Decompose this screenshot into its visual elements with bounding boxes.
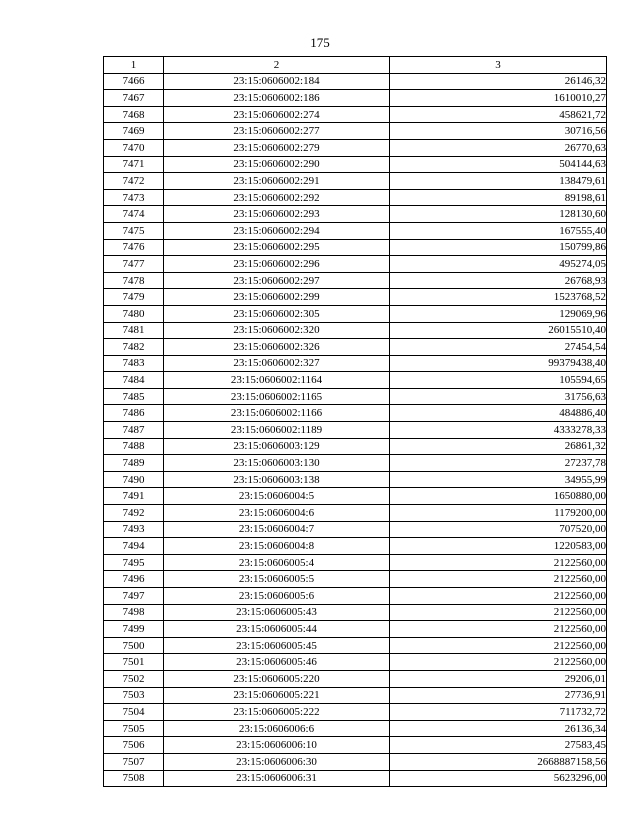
- table-row: [104, 239, 607, 256]
- table-header: [104, 57, 607, 74]
- row-number-cell: 7487: [104, 422, 164, 439]
- table-row: [104, 455, 607, 472]
- value-cell: 2122560,00: [390, 621, 607, 638]
- value-cell: 1179200,00: [390, 505, 607, 522]
- value-cell: 495274,05: [390, 256, 607, 273]
- row-number-cell: 7481: [104, 322, 164, 339]
- table-row: [104, 272, 607, 289]
- cadastral-number-cell: 23:15:0606002:299: [164, 289, 390, 306]
- value-cell: 26768,93: [390, 272, 607, 289]
- row-number-cell: 7475: [104, 222, 164, 239]
- cadastral-number-cell: 23:15:0606004:7: [164, 521, 390, 538]
- value-cell: 2122560,00: [390, 604, 607, 621]
- value-cell: 1523768,52: [390, 289, 607, 306]
- row-number-cell: 7496: [104, 571, 164, 588]
- value-cell: 105594,65: [390, 372, 607, 389]
- value-cell: 26136,34: [390, 720, 607, 737]
- cadastral-number-cell: 23:15:0606002:1189: [164, 422, 390, 439]
- data-table: [103, 56, 607, 787]
- cadastral-number-cell: 23:15:0606005:221: [164, 687, 390, 704]
- value-cell: 707520,00: [390, 521, 607, 538]
- row-number-cell: 7471: [104, 156, 164, 173]
- cadastral-number-cell: 23:15:0606002:291: [164, 173, 390, 190]
- cadastral-number-cell: 23:15:0606006:6: [164, 720, 390, 737]
- cadastral-number-cell: 23:15:0606005:46: [164, 654, 390, 671]
- table-row: [104, 687, 607, 704]
- cadastral-number-cell: 23:15:0606002:279: [164, 139, 390, 156]
- table-row: [104, 770, 607, 787]
- row-number-cell: 7477: [104, 256, 164, 273]
- value-cell: 26146,32: [390, 73, 607, 90]
- table-row: [104, 222, 607, 239]
- table-row: [104, 189, 607, 206]
- value-cell: 167555,40: [390, 222, 607, 239]
- table-row: [104, 139, 607, 156]
- cadastral-number-cell: 23:15:0606005:6: [164, 588, 390, 605]
- row-number-cell: 7495: [104, 554, 164, 571]
- value-cell: 128130,60: [390, 206, 607, 223]
- row-number-cell: 7500: [104, 637, 164, 654]
- value-cell: 1220583,00: [390, 538, 607, 555]
- row-number-cell: 7476: [104, 239, 164, 256]
- cadastral-number-cell: 23:15:0606002:186: [164, 90, 390, 107]
- cadastral-number-cell: 23:15:0606002:326: [164, 339, 390, 356]
- value-cell: 26770,63: [390, 139, 607, 156]
- row-number-cell: 7485: [104, 388, 164, 405]
- table-row: [104, 123, 607, 140]
- cadastral-number-cell: 23:15:0606002:293: [164, 206, 390, 223]
- table-row: [104, 538, 607, 555]
- row-number-cell: 7478: [104, 272, 164, 289]
- value-cell: 29206,01: [390, 670, 607, 687]
- cadastral-number-cell: 23:15:0606005:5: [164, 571, 390, 588]
- table-row: [104, 256, 607, 273]
- row-number-cell: 7508: [104, 770, 164, 787]
- row-number-cell: 7470: [104, 139, 164, 156]
- table-row: [104, 388, 607, 405]
- value-cell: 2668887158,56: [390, 753, 607, 770]
- table-row: [104, 289, 607, 306]
- cadastral-number-cell: 23:15:0606006:31: [164, 770, 390, 787]
- table-row: [104, 521, 607, 538]
- cadastral-number-cell: 23:15:0606002:1164: [164, 372, 390, 389]
- value-cell: 89198,61: [390, 189, 607, 206]
- table-row: [104, 405, 607, 422]
- row-number-cell: 7502: [104, 670, 164, 687]
- value-cell: 2122560,00: [390, 554, 607, 571]
- cadastral-number-cell: 23:15:0606002:1166: [164, 405, 390, 422]
- table-row: [104, 488, 607, 505]
- value-cell: 458621,72: [390, 106, 607, 123]
- value-cell: 711732,72: [390, 704, 607, 721]
- table-row: [104, 106, 607, 123]
- table-row: [104, 637, 607, 654]
- table-row: [104, 704, 607, 721]
- value-cell: 504144,63: [390, 156, 607, 173]
- table-row: [104, 720, 607, 737]
- row-number-cell: 7468: [104, 106, 164, 123]
- cadastral-number-cell: 23:15:0606005:220: [164, 670, 390, 687]
- table-row: [104, 604, 607, 621]
- cadastral-number-cell: 23:15:0606002:296: [164, 256, 390, 273]
- table-row: [104, 654, 607, 671]
- value-cell: 27237,78: [390, 455, 607, 472]
- cadastral-number-cell: 23:15:0606002:295: [164, 239, 390, 256]
- cadastral-number-cell: 23:15:0606003:138: [164, 471, 390, 488]
- value-cell: 31756,63: [390, 388, 607, 405]
- cadastral-number-cell: 23:15:0606004:6: [164, 505, 390, 522]
- cadastral-number-cell: 23:15:0606002:305: [164, 305, 390, 322]
- row-number-cell: 7491: [104, 488, 164, 505]
- value-cell: 4333278,33: [390, 422, 607, 439]
- cadastral-number-cell: 23:15:0606002:290: [164, 156, 390, 173]
- row-number-cell: 7483: [104, 355, 164, 372]
- cadastral-number-cell: 23:15:0606002:292: [164, 189, 390, 206]
- value-cell: 2122560,00: [390, 571, 607, 588]
- header-col-3: 3: [390, 57, 607, 74]
- table-row: [104, 554, 607, 571]
- value-cell: 484886,40: [390, 405, 607, 422]
- cadastral-number-cell: 23:15:0606002:320: [164, 322, 390, 339]
- cadastral-number-cell: 23:15:0606004:8: [164, 538, 390, 555]
- value-cell: 27583,45: [390, 737, 607, 754]
- row-number-cell: 7473: [104, 189, 164, 206]
- table-row: [104, 173, 607, 190]
- value-cell: 2122560,00: [390, 637, 607, 654]
- row-number-cell: 7499: [104, 621, 164, 638]
- table-row: [104, 588, 607, 605]
- row-number-cell: 7507: [104, 753, 164, 770]
- row-number-cell: 7494: [104, 538, 164, 555]
- value-cell: 5623296,00: [390, 770, 607, 787]
- cadastral-number-cell: 23:15:0606006:10: [164, 737, 390, 754]
- table-row: [104, 737, 607, 754]
- row-number-cell: 7474: [104, 206, 164, 223]
- row-number-cell: 7472: [104, 173, 164, 190]
- cadastral-number-cell: 23:15:0606002:327: [164, 355, 390, 372]
- row-number-cell: 7466: [104, 73, 164, 90]
- table-row: [104, 355, 607, 372]
- row-number-cell: 7479: [104, 289, 164, 306]
- row-number-cell: 7503: [104, 687, 164, 704]
- header-row: [104, 57, 607, 74]
- cadastral-number-cell: 23:15:0606005:4: [164, 554, 390, 571]
- table-row: [104, 670, 607, 687]
- row-number-cell: 7505: [104, 720, 164, 737]
- row-number-cell: 7489: [104, 455, 164, 472]
- row-number-cell: 7506: [104, 737, 164, 754]
- header-col-1: 1: [104, 57, 164, 74]
- table-row: [104, 156, 607, 173]
- row-number-cell: 7493: [104, 521, 164, 538]
- cadastral-number-cell: 23:15:0606002:274: [164, 106, 390, 123]
- row-number-cell: 7492: [104, 505, 164, 522]
- table-row: [104, 372, 607, 389]
- row-number-cell: 7497: [104, 588, 164, 605]
- row-number-cell: 7490: [104, 471, 164, 488]
- cadastral-number-cell: 23:15:0606006:30: [164, 753, 390, 770]
- table-row: [104, 438, 607, 455]
- cadastral-number-cell: 23:15:0606002:184: [164, 73, 390, 90]
- row-number-cell: 7488: [104, 438, 164, 455]
- value-cell: 1650880,00: [390, 488, 607, 505]
- cadastral-number-cell: 23:15:0606004:5: [164, 488, 390, 505]
- table-row: [104, 305, 607, 322]
- table-row: [104, 621, 607, 638]
- row-number-cell: 7484: [104, 372, 164, 389]
- cadastral-number-cell: 23:15:0606003:130: [164, 455, 390, 472]
- cadastral-number-cell: 23:15:0606005:222: [164, 704, 390, 721]
- value-cell: 26861,32: [390, 438, 607, 455]
- value-cell: 99379438,40: [390, 355, 607, 372]
- value-cell: 150799,86: [390, 239, 607, 256]
- row-number-cell: 7482: [104, 339, 164, 356]
- table-row: [104, 471, 607, 488]
- table-row: [104, 505, 607, 522]
- value-cell: 2122560,00: [390, 588, 607, 605]
- value-cell: 138479,61: [390, 173, 607, 190]
- cadastral-number-cell: 23:15:0606003:129: [164, 438, 390, 455]
- row-number-cell: 7469: [104, 123, 164, 140]
- value-cell: 30716,56: [390, 123, 607, 140]
- table-row: [104, 571, 607, 588]
- row-number-cell: 7480: [104, 305, 164, 322]
- table-row: [104, 322, 607, 339]
- table-body: [104, 73, 607, 787]
- value-cell: 34955,99: [390, 471, 607, 488]
- table-row: [104, 339, 607, 356]
- cadastral-number-cell: 23:15:0606005:43: [164, 604, 390, 621]
- cadastral-number-cell: 23:15:0606002:277: [164, 123, 390, 140]
- table-row: [104, 206, 607, 223]
- cadastral-number-cell: 23:15:0606005:45: [164, 637, 390, 654]
- cadastral-number-cell: 23:15:0606002:297: [164, 272, 390, 289]
- value-cell: 26015510,40: [390, 322, 607, 339]
- value-cell: 27454,54: [390, 339, 607, 356]
- value-cell: 27736,91: [390, 687, 607, 704]
- row-number-cell: 7504: [104, 704, 164, 721]
- value-cell: 1610010,27: [390, 90, 607, 107]
- page-number: 175: [310, 35, 330, 50]
- cadastral-number-cell: 23:15:0606005:44: [164, 621, 390, 638]
- row-number-cell: 7486: [104, 405, 164, 422]
- cadastral-number-cell: 23:15:0606002:1165: [164, 388, 390, 405]
- table-row: [104, 753, 607, 770]
- table-row: [104, 73, 607, 90]
- row-number-cell: 7501: [104, 654, 164, 671]
- header-col-2: 2: [164, 57, 390, 74]
- cadastral-number-cell: 23:15:0606002:294: [164, 222, 390, 239]
- table-row: [104, 422, 607, 439]
- value-cell: 2122560,00: [390, 654, 607, 671]
- row-number-cell: 7467: [104, 90, 164, 107]
- value-cell: 129069,96: [390, 305, 607, 322]
- table-row: [104, 90, 607, 107]
- row-number-cell: 7498: [104, 604, 164, 621]
